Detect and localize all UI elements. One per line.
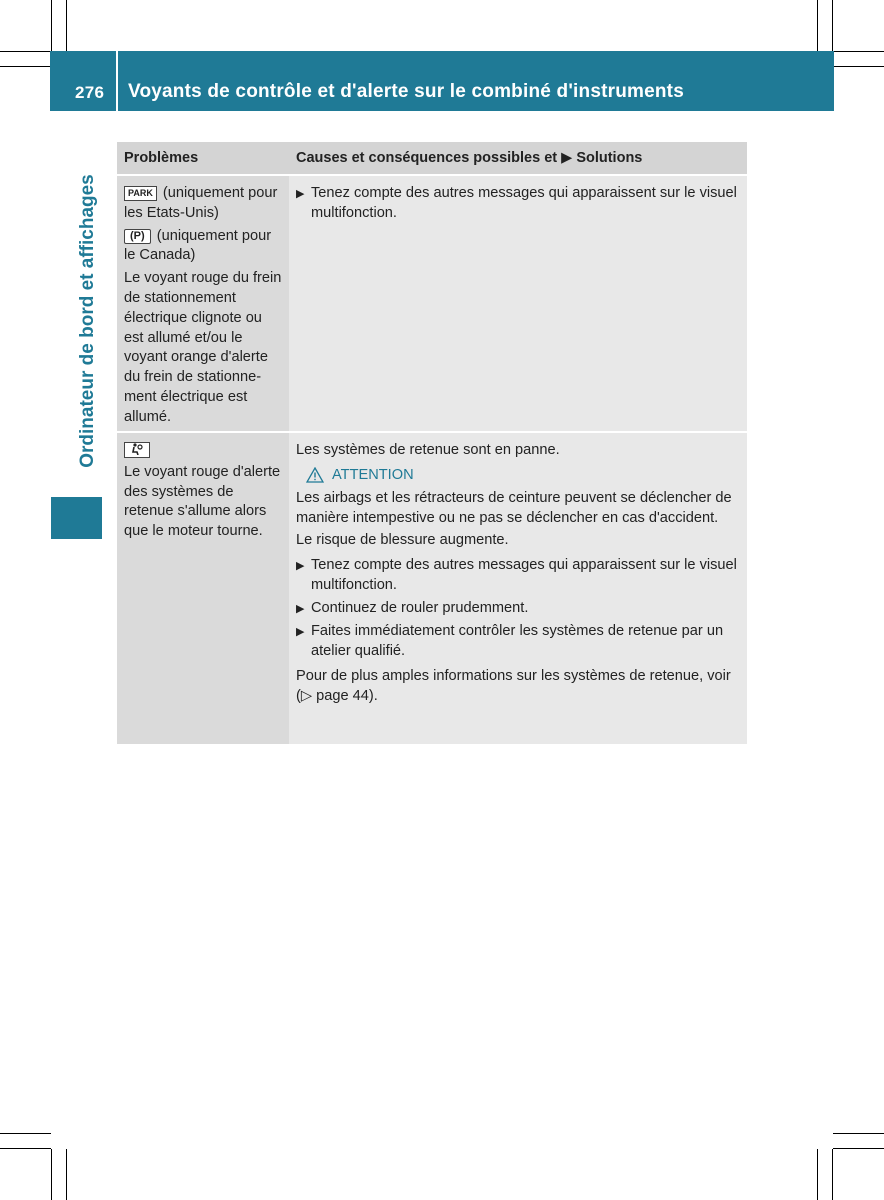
chapter-side-label: Ordinateur de bord et affichages xyxy=(77,174,98,468)
solution-bullet xyxy=(296,599,742,619)
problem-cell xyxy=(117,433,289,744)
warning-triangle-icon xyxy=(306,467,324,483)
warning-heading xyxy=(306,467,742,483)
p-text: (uniquement pour le Canada) xyxy=(124,227,272,264)
problem-text: Le voyant rouge d'alerte des systèmes de retenue s'allume alors que le moteur tourne. xyxy=(124,463,281,540)
page-title: Voyants de contrôle et d'alerte sur le combiné d'instruments xyxy=(128,81,684,102)
crop-mark xyxy=(0,66,51,67)
crop-mark xyxy=(833,1148,884,1149)
bullet-text: Tenez compte des autres messages qui apparaissent sur le visuel multifonction. xyxy=(311,557,737,593)
table-row xyxy=(117,174,747,431)
crop-mark xyxy=(51,1149,52,1200)
crop-mark xyxy=(817,1149,818,1200)
problem-text: Le voyant rouge du frein de stationnement électrique clignote ou est allumé et/ou le voyant orange d'alerte du frein de stationnement électrique est allumé. xyxy=(124,270,282,425)
cause-cell xyxy=(289,176,747,431)
park-text: (uniquement pour les Etats-Unis) xyxy=(124,185,278,221)
crop-mark xyxy=(66,1149,67,1200)
risk-text: Le risque de blessure augmente. xyxy=(296,532,509,549)
parking-brake-icon: (P) xyxy=(124,229,151,244)
p-line xyxy=(124,227,285,267)
header-divider xyxy=(116,51,118,111)
bullet-triangle-icon: ▶ xyxy=(296,560,305,573)
bullet-triangle-icon: ▶ xyxy=(296,188,305,200)
warning-lamps-table xyxy=(117,142,747,744)
warning-text: Les airbags et les rétracteurs de ceinture peuvent se déclencher de manière intempestive ou ne pas se déclencher en cas d'accident. xyxy=(296,489,732,526)
crop-mark xyxy=(51,0,52,51)
solution-bullet xyxy=(296,556,742,596)
crop-mark xyxy=(833,1133,884,1134)
crop-mark xyxy=(0,51,51,52)
crop-mark xyxy=(833,51,884,52)
bullet-triangle-icon: ▶ xyxy=(296,602,305,615)
page-number: 276 xyxy=(75,83,105,102)
bullet-text: Faites immédiatement contrôler les systèmes de retenue par un atelier qualifié. xyxy=(311,622,724,659)
header-problems: Problèmes xyxy=(124,150,199,166)
park-line xyxy=(124,184,285,224)
solution-bullet xyxy=(296,184,742,224)
bullet-triangle-icon: ▶ xyxy=(296,625,305,638)
bullet-text: Continuez de rouler prudemment. xyxy=(311,599,529,616)
problem-cell xyxy=(117,176,289,431)
crop-mark xyxy=(0,1133,51,1134)
crop-mark xyxy=(817,0,818,51)
cause-cell xyxy=(289,433,747,744)
bullet-text: Tenez compte des autres messages qui apparaissent sur le visuel multifonction. xyxy=(311,185,737,221)
park-icon: PARK xyxy=(124,186,157,201)
crop-mark xyxy=(0,1148,51,1149)
crop-mark xyxy=(66,0,67,51)
table-row xyxy=(117,431,747,744)
table-header xyxy=(117,142,747,174)
header-causes: Causes et conséquences possibles et ▶ Solutions xyxy=(296,150,643,166)
restraint-icon-line xyxy=(124,441,285,461)
crop-mark xyxy=(832,0,833,51)
warning-label: ATTENTION xyxy=(332,466,414,483)
restraint-system-icon xyxy=(124,442,150,458)
cause-intro: Les systèmes de retenue sont en panne. xyxy=(296,442,560,458)
more-info-text: Pour de plus amples informations sur les systèmes de retenue, voir (▷ page 44). xyxy=(296,668,731,705)
chapter-tab xyxy=(51,497,102,539)
solution-bullet xyxy=(296,622,742,662)
seat-airbag-icon xyxy=(131,443,143,455)
crop-mark xyxy=(833,66,884,67)
crop-mark xyxy=(832,1149,833,1200)
